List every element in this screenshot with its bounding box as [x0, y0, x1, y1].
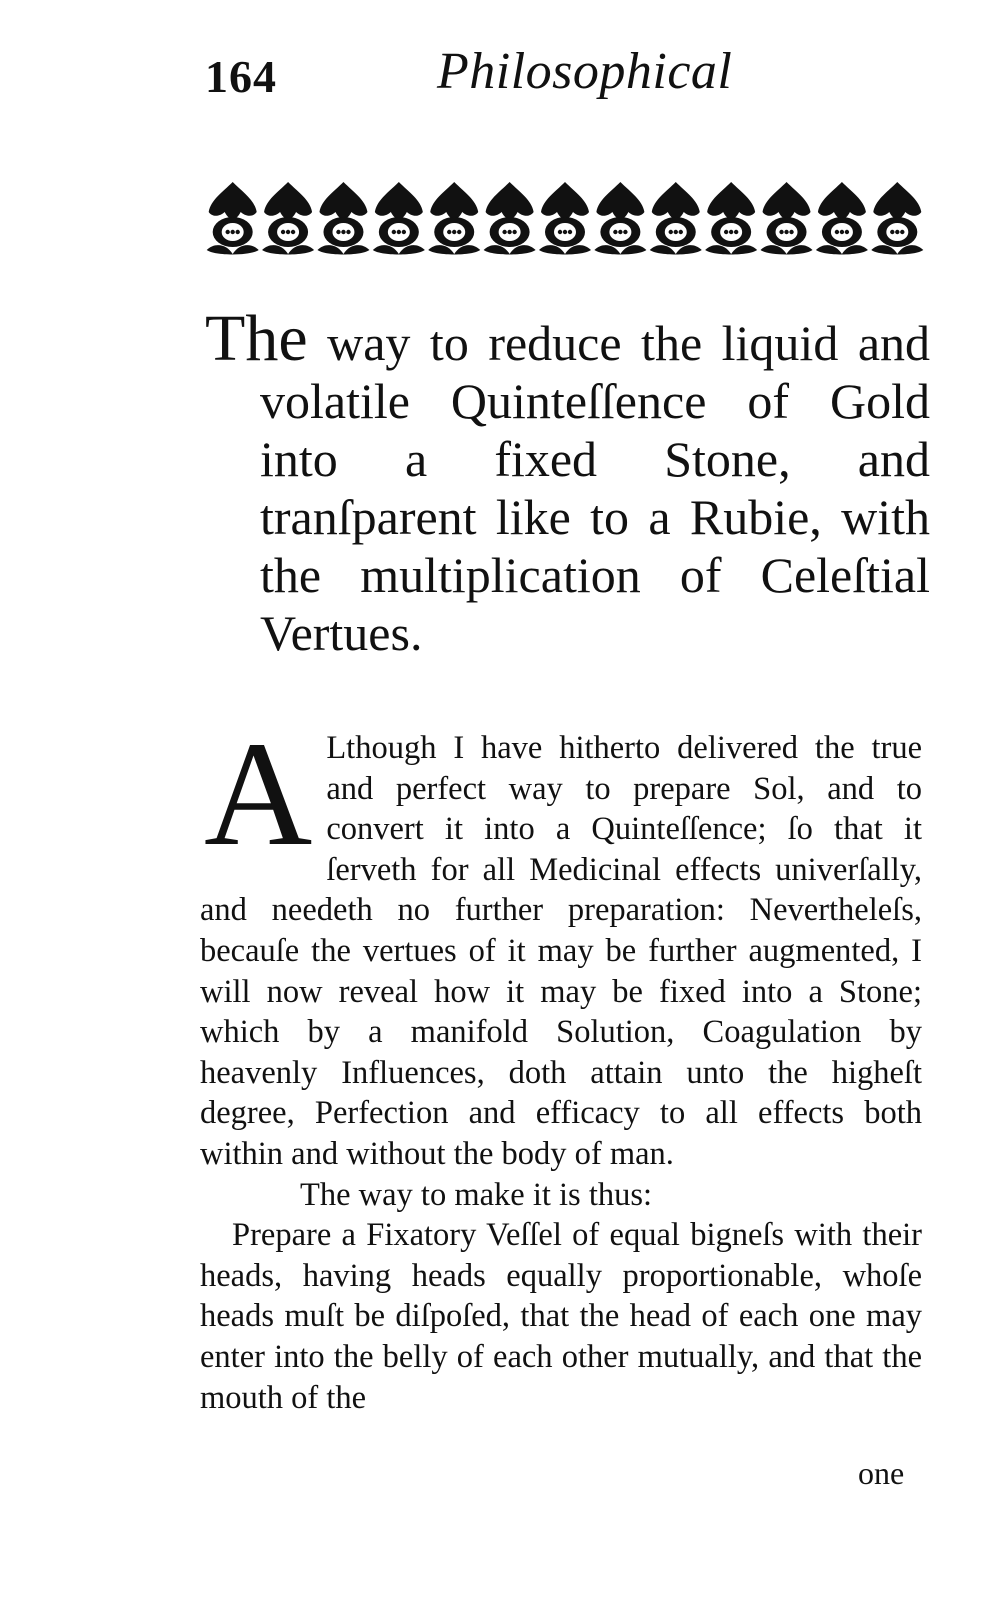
page-header — [205, 38, 805, 108]
ornament-unit — [594, 182, 646, 255]
ornament-unit — [539, 182, 591, 255]
chapter-title-text — [205, 302, 931, 662]
ornament-unit — [484, 182, 536, 255]
ornament-unit — [428, 182, 480, 255]
ornament-unit — [650, 182, 702, 255]
paragraph-3: Prepare a Fixatory Veſſel of equal bigneſs with their heads, having heads equally proportionable, whoſe heads muſt be diſpoſed, that the head of each one may enter into the belly of each other mutually, and that the mouth of the — [200, 1217, 922, 1416]
floral-border-ornament-icon — [205, 178, 925, 258]
catchword: one — [858, 1455, 905, 1491]
paragraph-1 — [200, 711, 922, 1175]
ornament-unit — [207, 182, 259, 255]
paragraph-1-text: Lthough I have hitherto delivered the true and perfect way to prepare Sol, and to convert it into a Quinteſſence; ſo that it ſerveth for all Medicinal effects univerſally, and needeth no further preparation: Nevertheleſs, becauſe the vertues of it may be further augmented, I will now reveal how it may be fixed into a Stone; which by a manifold Solution, Coagulation by heavenly Influences, doth attain unto the higheſt degree, Perfection and efficacy to all effects both within and without the body of man. — [200, 730, 922, 1172]
ornament-unit — [871, 182, 923, 255]
chapter-title — [205, 302, 931, 662]
ornament-unit — [761, 182, 813, 255]
drop-cap: A — [204, 711, 313, 877]
ornament-unit — [705, 182, 757, 255]
page-number: 164 — [205, 51, 277, 102]
body-text — [200, 711, 922, 1418]
title-first-word: The — [205, 302, 308, 375]
ornament-unit — [317, 182, 369, 255]
running-head: Philosophical — [437, 43, 733, 100]
ornament-graphic — [205, 178, 925, 258]
ornament-unit — [373, 182, 425, 255]
paragraph-2: The way to make it is thus: — [300, 1176, 653, 1213]
title-rest: way to reduce the liquid and volatile Quinteſſence of Gold into a fixed Stone, and tranſparent like to a Rubie, with the multiplication of Celeſtial Vertues. — [260, 315, 931, 661]
ornament-unit — [816, 182, 868, 255]
ornament-unit — [262, 182, 314, 255]
